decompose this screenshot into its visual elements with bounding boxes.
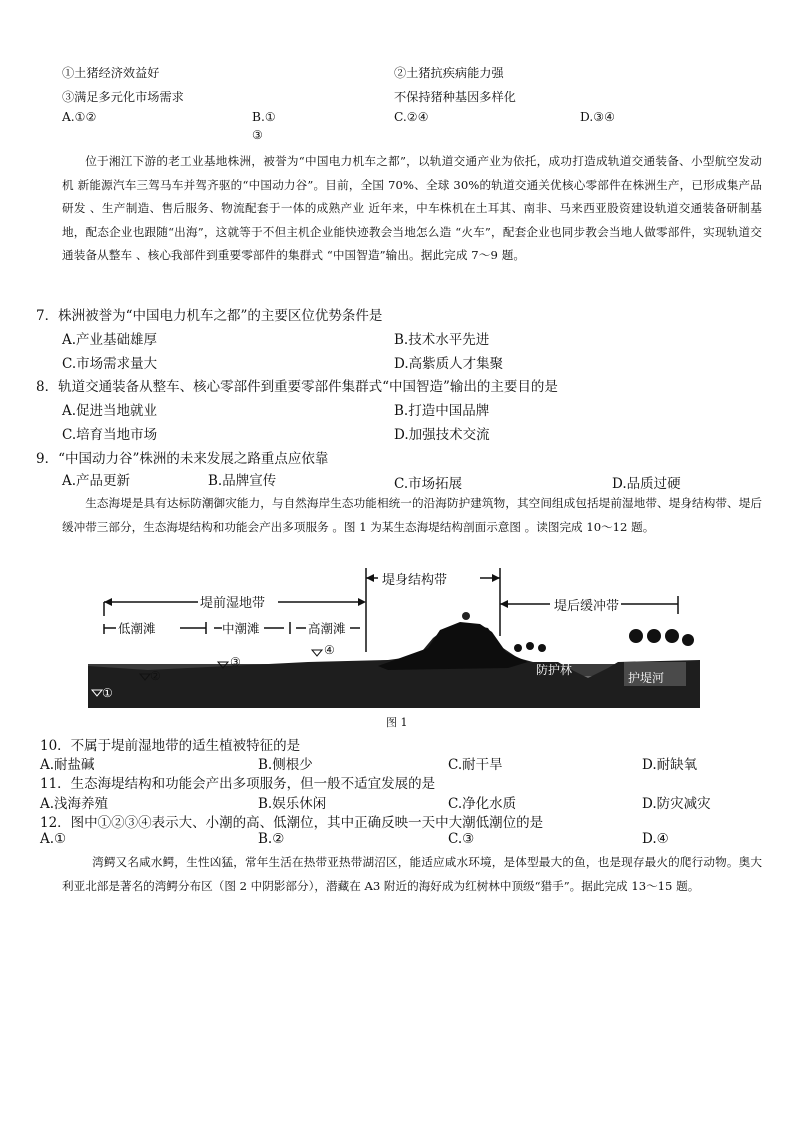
- q8-option-a: A.促进当地就业: [62, 403, 158, 419]
- q10-option-a: A.耐盐碱: [40, 757, 95, 773]
- q11-stem: 11．生态海堤结构和功能会产出多项服务，但一般不适宜发展的是: [40, 776, 436, 792]
- q8-stem: 8．轨道交通装备从整车、核心零部件到重要零部件集群式“中国智造”输出的主要目的是: [36, 379, 558, 395]
- label-dike-river: 护堤河: [628, 671, 665, 685]
- q6-statement-4: 不保持猪种基因多样化: [394, 90, 516, 104]
- q9-option-b: B.品牌宣传: [208, 473, 277, 489]
- q12-option-c: C.③: [448, 831, 475, 847]
- q12-option-a: A.①: [40, 831, 67, 847]
- q9-option-a: A.产品更新: [62, 473, 131, 489]
- q7-stem: 7．株洲被誉为“中国电力机车之都”的主要区位优势条件是: [36, 308, 383, 324]
- q10-option-b: B.侧根少: [258, 757, 313, 773]
- q11-option-b: B.娱乐休闲: [258, 796, 327, 812]
- label-low-tidal-flat: 低潮滩: [118, 621, 156, 636]
- q6-option-b: B.①: [252, 110, 276, 124]
- q10-option-c: C.耐干旱: [448, 757, 503, 773]
- label-high-tidal-flat: 高潮滩: [308, 621, 346, 636]
- q12-option-d: D.④: [642, 831, 669, 847]
- q7-option-c: C.市场需求量大: [62, 356, 158, 372]
- q9-stem: 9．“中国动力谷”株洲的未来发展之路重点应依靠: [36, 451, 329, 467]
- q12-stem: 12．图中①②③④表示大、小潮的高、低潮位，其中正确反映一天中大潮低潮位的是: [40, 815, 544, 831]
- q7-option-a: A.产业基础雄厚: [62, 332, 158, 348]
- q6-statement-3: ③满足多元化市场需求: [62, 90, 184, 104]
- q8-option-d: D.加强技术交流: [394, 427, 490, 443]
- q6-statement-1: ①土猪经济效益好: [62, 66, 160, 80]
- passage-zhuzhou: 位于湘江下游的老工业基地株洲，被誉为“中国电力机车之都”，以轨道交通产业为依托，成功打造成轨道交通装备、小型航空发动机 新能源汽车三驾马车并驾齐驱的“中国动力谷”。目前，全国 70%、全球 30%的轨道交通关优核心零部件在株洲生产，已形成集产品研发 、生产制造、售后服务、物流配套于一体的成熟产业 近年来，中车株机在土耳其、南非、马来西亚股资建设轨道交通装备研制基地，配态企业也跟随“出海”，这就等于不但主机企业能快迹教会当地怎么造 “火车”，配套企业也同步教会当地人做零部件，实现轨道交通装备从整车 、核心我部件到重要零部件的集群式 “中国智造”输出。据此完成 7～9 题。: [62, 154, 762, 263]
- q6-option-a: A.①②: [62, 110, 97, 124]
- q9-option-d: D.品质过硬: [612, 476, 681, 492]
- passage-crocodile: 湾鳄又名咸水鳄，生性凶猛，常年生活在热带亚热带湖沼区，能适应咸水环境，是体型最大的鱼，也是现存最火的爬行动物。奥大利亚北部是著名的湾鳄分布区（图 2 中阴影部分），潜藏在 A3 附近的海好成为红树林中顶级“猎手”。据此完成 13～15 题。: [62, 855, 762, 893]
- marker-1: ①: [102, 686, 113, 700]
- q6-option-c: C.②④: [394, 110, 429, 124]
- label-mid-tidal-flat: 中潮滩: [222, 621, 260, 636]
- label-front-wetland-zone: 堤前湿地带: [198, 592, 267, 611]
- figure-1-caption: 图 1: [386, 716, 408, 729]
- q8-option-c: C.培育当地市场: [62, 427, 158, 443]
- q10-stem: 10．不属于堤前湿地带的适生植被特征的是: [40, 738, 301, 754]
- q11-option-a: A.浅海养殖: [40, 796, 109, 812]
- label-embankment-zone: 堤身结构带: [380, 569, 449, 588]
- q7-option-b: B.技术水平先进: [394, 332, 490, 348]
- label-shelter-forest: 防护林: [536, 663, 573, 677]
- label-back-buffer-zone: 堤后缓冲带: [552, 595, 621, 614]
- marker-3: ③: [230, 655, 241, 669]
- q10-option-d: D.耐缺氧: [642, 757, 698, 773]
- figure-1-seawall-profile: [88, 566, 700, 708]
- q7-option-d: D.高紫质人才集聚: [394, 356, 504, 372]
- q6-statement-2: ②土猪抗疾病能力强: [394, 66, 504, 80]
- marker-4: ④: [324, 643, 335, 657]
- q6-option-d: D.③④: [580, 110, 616, 124]
- q12-option-b: B.②: [258, 831, 285, 847]
- q11-option-d: D.防灾减灾: [642, 796, 711, 812]
- q11-option-c: C.净化水质: [448, 796, 517, 812]
- q8-option-b: B.打造中国品牌: [394, 403, 490, 419]
- q6-option-b-cont: ③: [252, 128, 263, 142]
- q9-option-c: C.市场拓展: [394, 476, 463, 492]
- passage-eco-seawall: 生态海堤是具有达标防潮御灾能力，与自然海岸生态功能相统一的沿海防护建筑物，其空间组成包括堤前湿地带、堤身结构带、堤后缓冲带三部分，生态海堤结构和功能会产出多项服务 。图 1 为某生态海堤结构剖面示意图 。读图完成 10～12 题。: [62, 496, 762, 534]
- marker-2: ②: [150, 669, 161, 683]
